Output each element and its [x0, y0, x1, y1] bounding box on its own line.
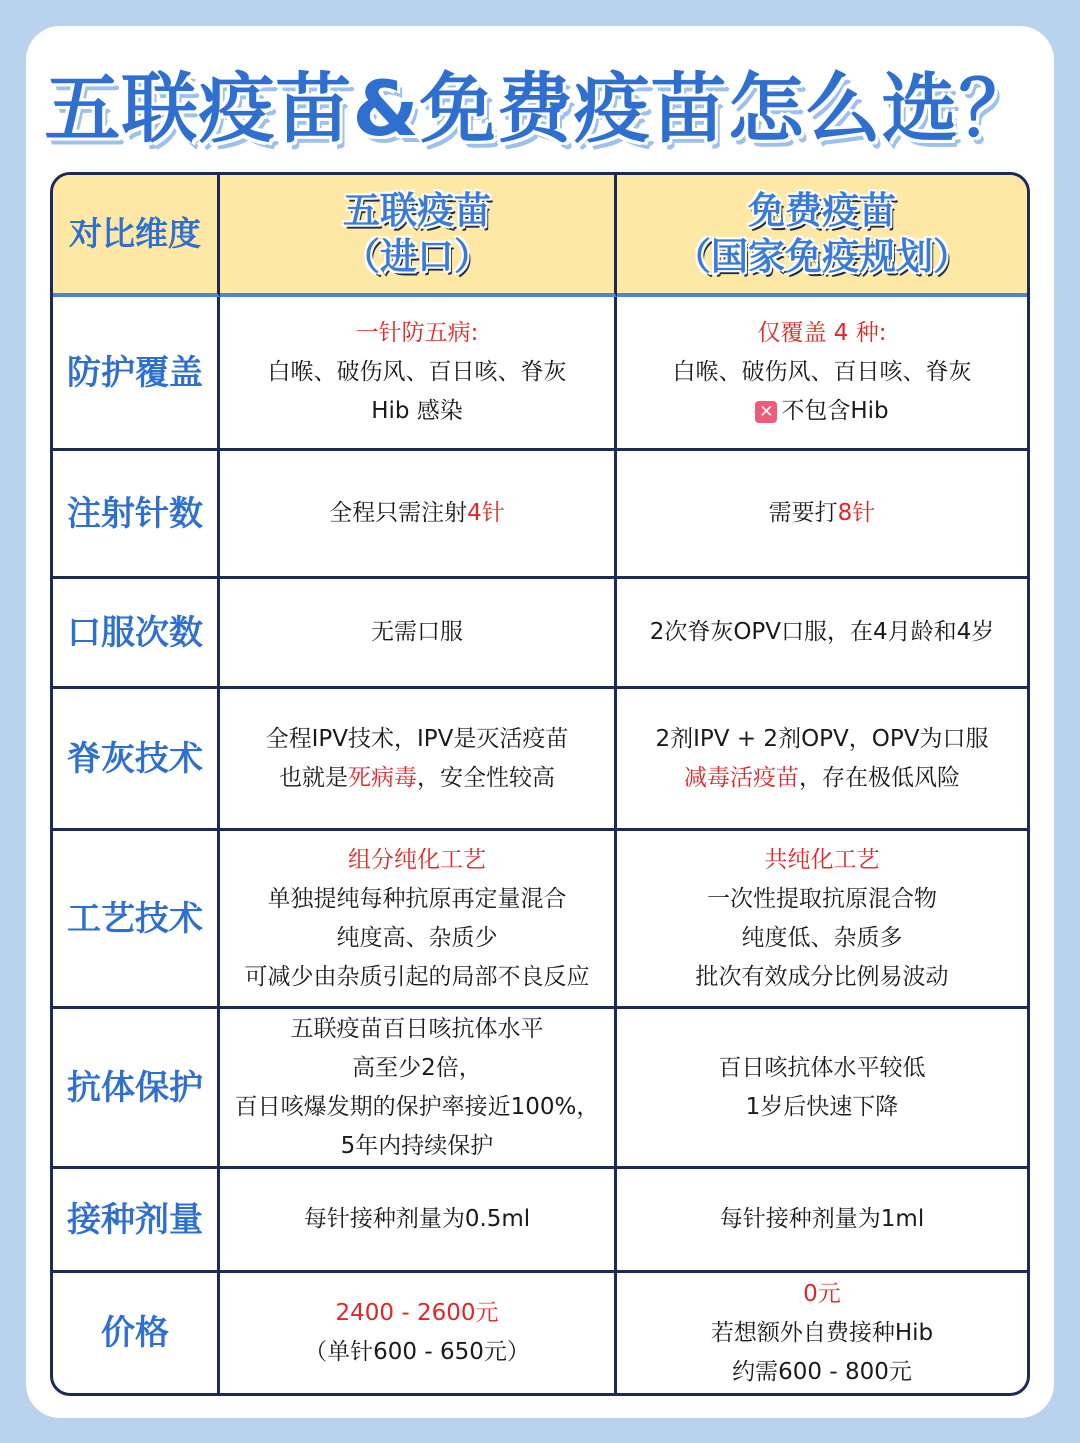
cell-col1	[220, 579, 617, 689]
cell-col2	[617, 451, 1027, 579]
cell-highlight: 仅覆盖 4 种:	[757, 320, 887, 346]
cell-text: 无需口服	[371, 619, 463, 645]
cell-text-with-icon	[755, 392, 888, 431]
cell-col2	[617, 579, 1027, 689]
header-col1-name: 五联疫苗	[343, 189, 491, 232]
cell-text-line	[769, 494, 876, 533]
row-dimension	[53, 689, 220, 831]
cell-col2	[617, 1273, 1027, 1393]
cell-text: 一次性提取抗原混合物	[707, 885, 937, 912]
cell-text: 不包含Hib	[781, 398, 889, 424]
header-col-free	[617, 175, 1027, 297]
cell-text: 每针接种剂量为0.5ml	[303, 1206, 531, 1232]
cell-text: 单独提纯每种抗原再定量混合	[267, 885, 567, 912]
cell-text: 若想额外自费接种Hib	[710, 1319, 934, 1346]
cell-text: 需要打	[768, 500, 838, 526]
cell-highlight: 减毒活疫苗	[684, 764, 799, 791]
cell-text: 批次有效成分比例易波动	[695, 963, 949, 990]
cell-highlight: 死病毒	[348, 764, 417, 791]
cell-col2	[617, 689, 1027, 831]
cell-text: （单针600 - 650元）	[304, 1339, 530, 1365]
cell-text: 1岁后快速下降	[745, 1093, 899, 1120]
cell-highlight: 0元	[803, 1280, 841, 1307]
row-dimension	[53, 297, 220, 451]
row-dimension	[53, 1169, 220, 1273]
cell-text: 每针接种剂量为1ml	[719, 1206, 925, 1232]
dimension-label: 口服次数	[67, 612, 203, 653]
cell-text: 纯度高、杂质少	[336, 924, 498, 951]
cell-text: 白喉、破伤风、百日咳、脊灰	[267, 359, 567, 385]
cell-highlight: 2400 - 2600元	[335, 1300, 499, 1326]
cell-text: 高至少2倍，	[352, 1054, 482, 1081]
header-col-pentavalent	[220, 175, 617, 297]
cell-col2	[617, 297, 1027, 451]
dimension-label: 脊灰技术	[67, 738, 203, 779]
cell-col2	[617, 831, 1027, 1009]
cell-col2	[617, 1169, 1027, 1273]
row-dimension	[53, 579, 220, 689]
row-dimension	[53, 1009, 220, 1169]
header-col2-sub: （国家免疫规划）	[674, 235, 970, 278]
dimension-label: 工艺技术	[67, 898, 203, 939]
dimension-label: 注射针数	[67, 493, 203, 534]
cell-highlight: 8针	[837, 500, 876, 526]
cell-highlight: 共纯化工艺	[764, 846, 880, 873]
cell-text-line	[684, 759, 960, 798]
cell-text: 也就是	[279, 764, 348, 791]
cell-text: ，存在极低风险	[799, 764, 960, 791]
cell-text: 白喉、破伤风、百日咳、脊灰	[672, 359, 972, 385]
cell-text: 约需600 - 800元	[732, 1358, 912, 1385]
row-dimension	[53, 831, 220, 1009]
cell-col1	[220, 1009, 617, 1169]
dimension-label: 价格	[101, 1313, 169, 1353]
cell-text-line	[329, 494, 505, 533]
cell-col1	[220, 1273, 617, 1393]
cell-highlight: 4针	[467, 500, 505, 526]
header-dimension-label: 对比维度	[69, 214, 201, 253]
dimension-label: 抗体保护	[67, 1067, 203, 1108]
cell-col2	[617, 1009, 1027, 1169]
header-col1-sub: （进口）	[343, 235, 491, 278]
cell-highlight: 一针防五病:	[355, 320, 479, 346]
cell-text: 5年内持续保护	[340, 1132, 494, 1159]
comparison-table	[50, 172, 1030, 1396]
row-dimension	[53, 1273, 220, 1393]
dimension-label: 接种剂量	[67, 1199, 203, 1240]
cell-text: 纯度低、杂质多	[741, 924, 903, 951]
cell-col1	[220, 689, 617, 831]
cell-col1	[220, 451, 617, 579]
cross-mark-icon: ✕	[755, 401, 777, 423]
cell-text-line	[279, 759, 555, 798]
header-col2-name: 免费疫苗	[748, 189, 896, 232]
header-dimension	[53, 175, 220, 297]
cell-text: 2次脊灰OPV口服，在4月龄和4岁	[649, 619, 995, 645]
cell-text: 可减少由杂质引起的局部不良反应	[244, 963, 590, 990]
cell-col1	[220, 297, 617, 451]
cell-text: 全程只需注射	[329, 500, 468, 526]
cell-text: ，安全性较高	[417, 764, 555, 791]
cell-text: 2剂IPV + 2剂OPV，OPV为口服	[655, 725, 989, 752]
page-title: 五联疫苗&免费疫苗怎么选？	[44, 64, 1036, 153]
cell-highlight: 组分纯化工艺	[348, 846, 486, 873]
cell-text: 百日咳抗体水平较低	[718, 1054, 926, 1081]
cell-col1	[220, 831, 617, 1009]
cell-text: Hib 感染	[371, 398, 463, 424]
row-dimension	[53, 451, 220, 579]
cell-text: 全程IPV技术，IPV是灭活疫苗	[265, 725, 569, 752]
dimension-label: 防护覆盖	[67, 352, 203, 393]
cell-col1	[220, 1169, 617, 1273]
cell-text: 五联疫苗百日咳抗体水平	[290, 1015, 544, 1042]
cell-text: 百日咳爆发期的保护率接近100%，	[234, 1093, 600, 1120]
